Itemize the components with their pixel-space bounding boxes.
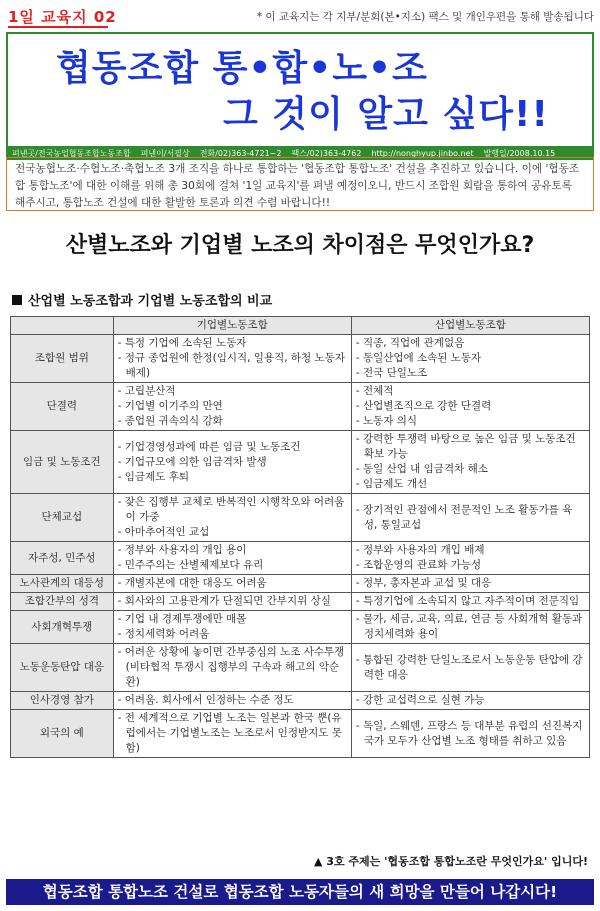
list-item: - 정부와 사용자의 개입 용이: [117, 544, 247, 556]
publisher-editor: 펴낸이/서필상: [140, 148, 190, 158]
comparison-table: [10, 316, 590, 758]
header-cell-industrial: 산업별노동조합: [351, 317, 589, 335]
table-row: [11, 692, 590, 710]
row-industrial-cell: [351, 692, 589, 710]
row-category: 노사관계의 대등성: [11, 575, 114, 593]
row-category: 조합원 범위: [11, 335, 114, 383]
row-industrial-cell: [351, 431, 589, 494]
top-bar: [6, 6, 594, 26]
list-item: - 통합된 강력한 단일노조로서 노동운동 탄압에 강력한 대응: [355, 653, 583, 681]
row-industrial-cell: [351, 575, 589, 593]
list-item: - 정부, 총자본과 교섭 및 대응: [355, 577, 492, 589]
list-item: - 조합운영의 관료화 가능성: [355, 559, 482, 571]
row-enterprise-cell: [113, 494, 351, 542]
row-industrial-cell: [351, 494, 589, 542]
list-item: - 독일, 스웨덴, 프랑스 등 대부분 유럽의 선진복지국가 모두가 산업별 노조 형태를 취하고 있음: [355, 719, 583, 747]
list-item: - 동일산업에 소속된 노동자: [355, 352, 482, 364]
row-category: 조합간부의 성격: [11, 593, 114, 611]
hero-banner: [6, 32, 594, 148]
list-item: - 강한 교섭력으로 실현 가능: [355, 694, 485, 706]
publisher-fax: 팩스/02)363-4762: [291, 148, 362, 158]
list-item: - 특정기업에 소속되지 않고 자주적이며 전문직임: [355, 595, 580, 607]
list-item: - 장기적인 관점에서 전문적인 노조 활동가를 육성, 통일교섭: [355, 503, 573, 531]
list-item: - 노동자 의식: [355, 415, 417, 427]
row-industrial-cell: [351, 611, 589, 644]
table-row: [11, 335, 590, 383]
row-industrial-cell: [351, 644, 589, 692]
table-row: [11, 383, 590, 431]
row-enterprise-cell: [113, 692, 351, 710]
row-category: 단체교섭: [11, 494, 114, 542]
list-item: - 산업별조직으로 강한 단결력: [355, 400, 492, 412]
row-enterprise-cell: [113, 335, 351, 383]
issue-underline: [8, 26, 108, 28]
distribution-note: * 이 교육지는 각 지부/분회(본•지소) 팩스 및 개인우편을 통해 발송됩니다: [256, 11, 594, 23]
row-category: 인사경영 참가: [11, 692, 114, 710]
list-item: - 잦은 집행부 교체로 반복적인 시행착오와 어려움이 가중: [117, 496, 345, 523]
list-item: - 종업원 귀속의식 강화: [117, 415, 223, 427]
row-category: 사회개혁투쟁: [11, 611, 114, 644]
table-row: [11, 644, 590, 692]
hero-title-line1: 협동조합 통•합•노•조: [56, 48, 428, 89]
row-category: 자주성, 민주성: [11, 542, 114, 575]
row-enterprise-cell: [113, 710, 351, 758]
publisher-phone: 전화/02)363-4721~2: [199, 148, 282, 158]
row-category: 노동운동탄압 대응: [11, 644, 114, 692]
publisher-date: 발행일/2008.10.15: [483, 148, 556, 158]
list-item: - 정규 종업원에 한정(임시직, 일용직, 하청 노동자 배제): [117, 352, 345, 379]
row-enterprise-cell: [113, 611, 351, 644]
list-item: - 정부와 사용자의 개입 배제: [355, 544, 485, 556]
list-item: - 민주주의는 산별체제보다 유리: [117, 559, 264, 571]
publisher-org: 펴낸곳/전국농업협동조합노동조합: [12, 148, 131, 158]
list-item: - 물가, 세금, 교육, 의료, 연금 등 사회개혁 활동과 정치세력화 용이: [355, 613, 583, 640]
header-cell-category: [11, 317, 114, 335]
row-category: 단결력: [11, 383, 114, 431]
section-title-text: 산업별 노동조합과 기업별 노동조합의 비교: [28, 294, 273, 309]
list-item: - 어려운 상황에 놓이면 간부중심의 노조 사수투쟁(비타협적 투쟁시 집행부의 구속과 해고의 악순환): [117, 646, 345, 688]
row-category: 임금 및 노동조건: [11, 431, 114, 494]
list-item: - 기업 내 경제투쟁에만 매몰: [117, 613, 247, 625]
table-row: [11, 593, 590, 611]
table-row: [11, 710, 590, 758]
list-item: - 아마추어적인 교섭: [117, 526, 210, 538]
page-headline: 산별노조와 기업별 노조의 차이점은 무엇인가요?: [65, 233, 535, 258]
row-category: 외국의 예: [11, 710, 114, 758]
issue-label: 1일 교육지 02: [8, 8, 117, 26]
list-item: - 회사와의 고용관계가 단절되면 간부지위 상실: [117, 595, 331, 607]
intro-box: 전국농협노조·수협노조·축협노조 3개 조직을 하나로 통합하는 '협동조합 통합노조' 건설을 추진하고 있습니다. 이에 '협동조합 통합노조'에 대한 이해를 위해 총 30회에 걸쳐 '1일 교육지'를 펴낼 예정이오니, 반드시 조합원 회람을 통하여 공유토록 해주시고, 통합노조 건설에 대한 활발한 토론과 의견 수렴 바랍니다!!: [6, 157, 594, 211]
table-row: [11, 575, 590, 593]
row-enterprise-cell: [113, 542, 351, 575]
list-item: - 전국 단일노조: [355, 367, 428, 379]
row-industrial-cell: [351, 593, 589, 611]
next-topic-note: ▲ 3호 주제는 '협동조합 통합노조란 무엇인가요' 입니다!: [314, 855, 588, 868]
publisher-website[interactable]: http://nonghyup.jinbo.net: [371, 148, 474, 158]
list-item: - 정치세력화 어려움: [117, 628, 210, 640]
list-item: - 임금제도 후퇴: [117, 470, 189, 483]
list-item: - 전체적: [355, 385, 394, 397]
table-row: [11, 431, 590, 494]
list-item: - 임금제도 개선: [355, 478, 428, 490]
comparison-table-body: [11, 335, 590, 758]
hero-title-line2: 그 것이 알고 싶다!!: [223, 94, 549, 135]
row-enterprise-cell: [113, 644, 351, 692]
row-industrial-cell: [351, 335, 589, 383]
section-title: [12, 290, 272, 309]
list-item: - 직종, 직업에 관계없음: [355, 337, 465, 349]
list-item: - 특정 기업에 소속된 노동자: [117, 337, 247, 349]
list-item: - 기업별 이기주의 만연: [117, 400, 223, 412]
row-industrial-cell: [351, 710, 589, 758]
row-enterprise-cell: [113, 383, 351, 431]
table-row: [11, 542, 590, 575]
table-row: [11, 611, 590, 644]
row-enterprise-cell: [113, 575, 351, 593]
list-item: - 강력한 투쟁력 바탕으로 높은 임금 및 노동조건 확보 가능: [355, 433, 576, 460]
list-item: - 기업규모에 의한 임금격차 발생: [117, 455, 267, 468]
table-row: [11, 494, 590, 542]
table-header-row: [11, 317, 590, 335]
row-enterprise-cell: [113, 431, 351, 494]
list-item: - 고립분산적: [117, 385, 176, 397]
row-industrial-cell: [351, 383, 589, 431]
row-industrial-cell: [351, 542, 589, 575]
row-enterprise-cell: [113, 593, 351, 611]
list-item: - 기업경영성과에 따른 임금 및 노동조건: [117, 440, 301, 453]
header-cell-enterprise: 기업별노동조합: [113, 317, 351, 335]
list-item: - 동일 산업 내 임금격차 해소: [355, 463, 488, 475]
list-item: - 전 세계적으로 기업별 노조는 일본과 한국 뿐(유럽에서는 기업별노조는 노조로서 인정받지도 못함): [117, 712, 342, 754]
square-bullet-icon: [12, 295, 22, 305]
list-item: - 개별자본에 대한 대응도 어려움: [117, 577, 267, 589]
list-item: - 어려움. 회사에서 인정하는 수준 정도: [117, 694, 294, 706]
slogan-banner: 협동조합 통합노조 건설로 협동조합 노동자들의 새 희망을 만들어 나갑시다!: [6, 879, 594, 905]
